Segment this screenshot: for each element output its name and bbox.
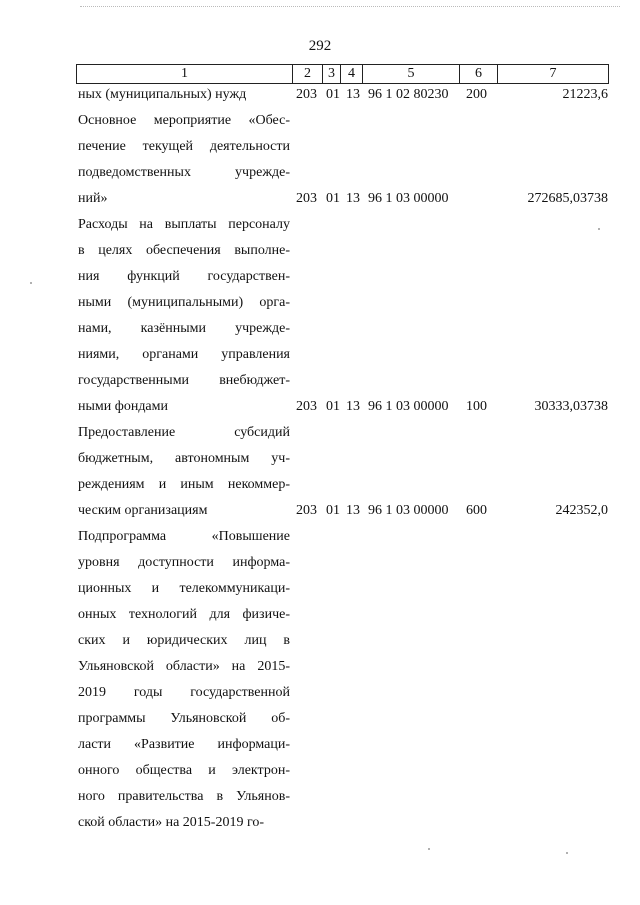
description-line: Подпрограмма «Повышение	[78, 529, 290, 544]
description-line: ными фондами	[78, 399, 169, 414]
ministry-code-cell: 203	[296, 87, 317, 102]
expense-type-cell: 600	[466, 503, 487, 518]
description-line: онного общества и электрон-	[78, 763, 290, 778]
scan-speck	[30, 282, 32, 284]
description-line: ния функций государствен-	[78, 269, 290, 284]
target-article-cell: 96 1 03 00000	[368, 503, 449, 518]
expense-type-cell: 200	[466, 87, 487, 102]
description-line: Основное мероприятие «Обес-	[78, 113, 290, 128]
section-cell: 01	[326, 191, 340, 206]
description-line: ческим организациям	[78, 503, 208, 518]
target-article-cell: 96 1 03 00000	[368, 399, 449, 414]
description-line: ласти «Развитие информаци-	[78, 737, 290, 752]
description-line: Предоставление субсидий	[78, 425, 290, 440]
page-number: 292	[308, 38, 332, 54]
description-line: ских и юридических лиц в	[78, 633, 290, 648]
description-line: бюджетным, автономным уч-	[78, 451, 290, 466]
description-line: онных технологий для физиче-	[78, 607, 290, 622]
description-line: Ульяновской области» на 2015-	[78, 659, 290, 674]
column-header-6: 6	[460, 65, 498, 84]
table-row	[76, 82, 608, 108]
expense-type-cell: 100	[466, 399, 487, 414]
row-description	[78, 420, 290, 524]
column-header-4: 4	[341, 65, 363, 84]
description-line: ской области» на 2015-2019 го-	[78, 815, 265, 830]
column-header-7: 7	[498, 65, 609, 84]
column-header-2: 2	[293, 65, 323, 84]
description-line: программы Ульяновской об-	[78, 711, 290, 726]
ministry-code-cell: 203	[296, 503, 317, 518]
description-line: ний»	[78, 191, 108, 206]
description-line: 2019 годы государственной	[78, 685, 290, 700]
description-line: подведомственных учрежде-	[78, 165, 290, 180]
row-description	[78, 524, 290, 836]
amount-cell: 242352,0	[555, 503, 608, 518]
table-row	[76, 212, 608, 420]
section-cell: 01	[326, 87, 340, 102]
description-line: ционных и телекоммуникаци-	[78, 581, 290, 596]
table-row	[76, 420, 608, 524]
row-description	[78, 82, 290, 108]
description-line: уровня доступности информа-	[78, 555, 290, 570]
description-line: реждениям и иным некоммер-	[78, 477, 290, 492]
column-header-1: 1	[77, 65, 293, 84]
amount-cell: 272685,03738	[527, 191, 608, 206]
scan-speck	[598, 228, 600, 230]
subsection-cell: 13	[346, 87, 360, 102]
table-row	[76, 524, 608, 836]
scan-speck	[428, 848, 430, 850]
description-line: ного правительства в Ульянов-	[78, 789, 290, 804]
column-header-row	[77, 65, 609, 84]
column-header-5: 5	[363, 65, 460, 84]
description-line: в целях обеспечения выполне-	[78, 243, 290, 258]
subsection-cell: 13	[346, 503, 360, 518]
amount-cell: 30333,03738	[534, 399, 608, 414]
subsection-cell: 13	[346, 399, 360, 414]
row-description	[78, 212, 290, 420]
ministry-code-cell: 203	[296, 399, 317, 414]
target-article-cell: 96 1 02 80230	[368, 87, 449, 102]
scan-noise-line	[80, 6, 620, 11]
subsection-cell: 13	[346, 191, 360, 206]
ministry-code-cell: 203	[296, 191, 317, 206]
target-article-cell: 96 1 03 00000	[368, 191, 449, 206]
amount-cell: 21223,6	[562, 87, 608, 102]
section-cell: 01	[326, 399, 340, 414]
row-description	[78, 108, 290, 212]
section-cell: 01	[326, 503, 340, 518]
description-line: ных (муниципальных) нужд	[78, 87, 247, 102]
column-header-table	[76, 64, 609, 84]
description-line: ными (муниципальными) орга-	[78, 295, 290, 310]
scan-speck	[566, 852, 568, 854]
description-line: печение текущей деятельности	[78, 139, 290, 154]
table-row	[76, 108, 608, 212]
description-line: нами, казёнными учрежде-	[78, 321, 290, 336]
description-line: ниями, органами управления	[78, 347, 290, 362]
description-line: Расходы на выплаты персоналу	[78, 217, 290, 232]
column-header-3: 3	[323, 65, 341, 84]
description-line: государственными внебюджет-	[78, 373, 290, 388]
